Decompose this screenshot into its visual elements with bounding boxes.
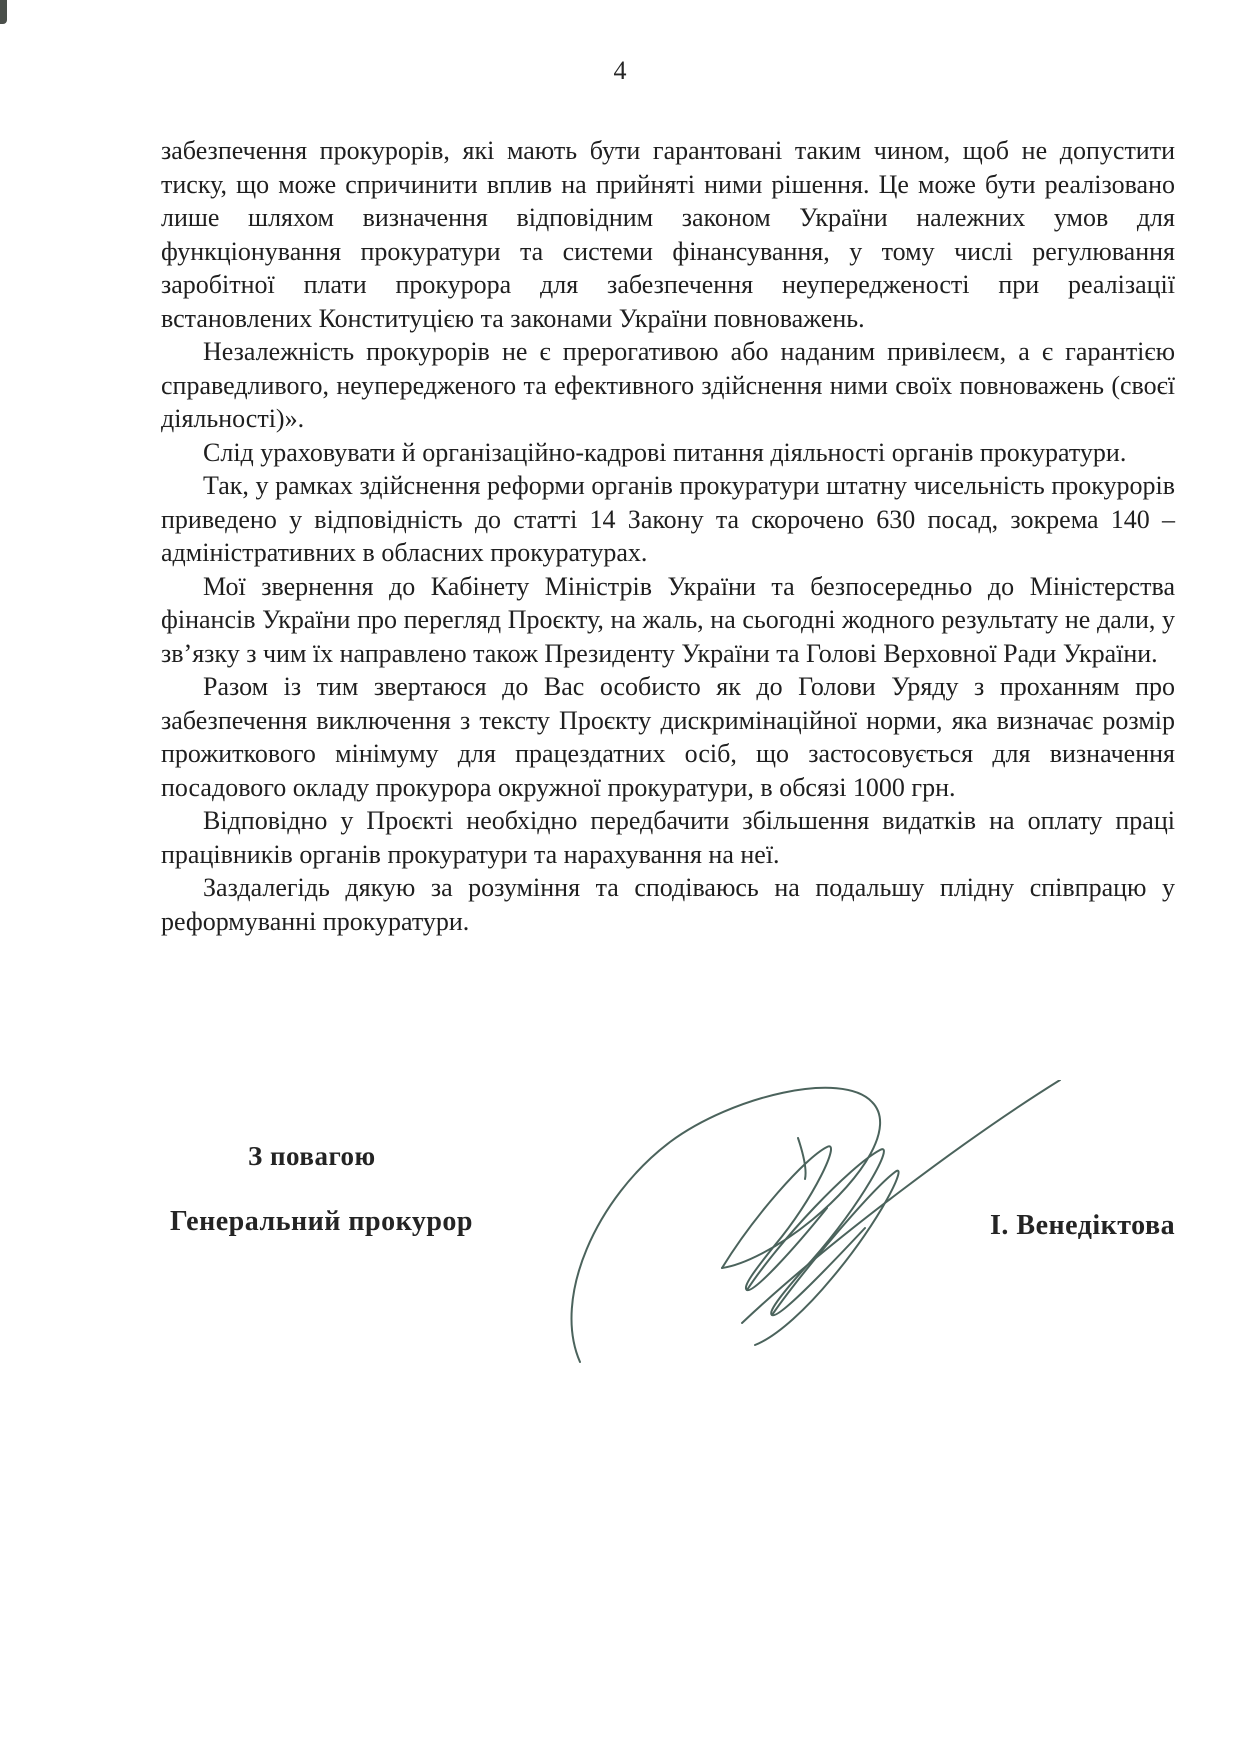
closing-salutation: З повагою (248, 1141, 376, 1171)
page-number: 4 (613, 56, 627, 85)
signature-strokes (571, 1080, 1060, 1362)
paragraph: Так, у рамках здійснення реформи органів прокуратури штатну чисельність прокурорів приведено у відповідність до статті 14 Закону та скорочено 630 посад, зокрема 140 – адміністративних в обласних прокуратурах. (161, 471, 1175, 567)
letter-body (161, 134, 1175, 938)
signer-title: Генеральний прокурор (170, 1206, 473, 1237)
paragraph: Слід ураховувати й організаційно-кадрові питання діяльності органів прокуратури. (203, 437, 1127, 467)
paragraph: Заздалегідь дякую за розуміння та сподіваюсь на подальшу плідну співпрацю у реформуванні прокуратури. (161, 873, 1175, 936)
paragraph: Мої звернення до Кабінету Міністрів України та безпосередньо до Міністерства фінансів України про перегляд Проєкту, на жаль, на сьогодні жодного результату не дали, у зв’язку з чим їх направлено також Президенту України та Голові Верховної Ради України. (161, 571, 1175, 668)
paragraph: Незалежність прокурорів не є прерогативою або наданим привілеєм, а є гарантією справедливого, неупередженого та ефективного здійснення ними своїх повноважень (своєї діяльності)». (161, 337, 1175, 433)
paragraph: Разом із тим звертаюся до Вас особисто як до Голови Уряду з проханням про забезпечення виключення з тексту Проєкту дискримінаційної норми, яка визначає розмір прожиткового мінімуму для працездатних осіб, що застосовується для визначення посадового окладу прокурора окружної прокуратури, в обсязі 1000 грн. (161, 672, 1175, 802)
scan-artifact (0, 0, 7, 24)
paragraph: забезпечення прокурорів, які мають бути гарантовані таким чином, щоб не допустити тиску, що може спричинити вплив на прийняті ними рішення. Це може бути реалізовано лише шляхом визначення відповідним законом України належних умов для функціонування прокуратури та системи фінансування, у тому числі регулювання заробітної плати прокурора для забезпечення неупередженості при реалізації встановлених Конституцією та законами України повноважень. (161, 136, 1175, 333)
signer-name: І. Венедіктова (990, 1210, 1176, 1241)
paragraph: Відповідно у Проєкті необхідно передбачити збільшення видатків на оплату праці працівників органів прокуратури та нарахування на неї. (161, 806, 1175, 869)
